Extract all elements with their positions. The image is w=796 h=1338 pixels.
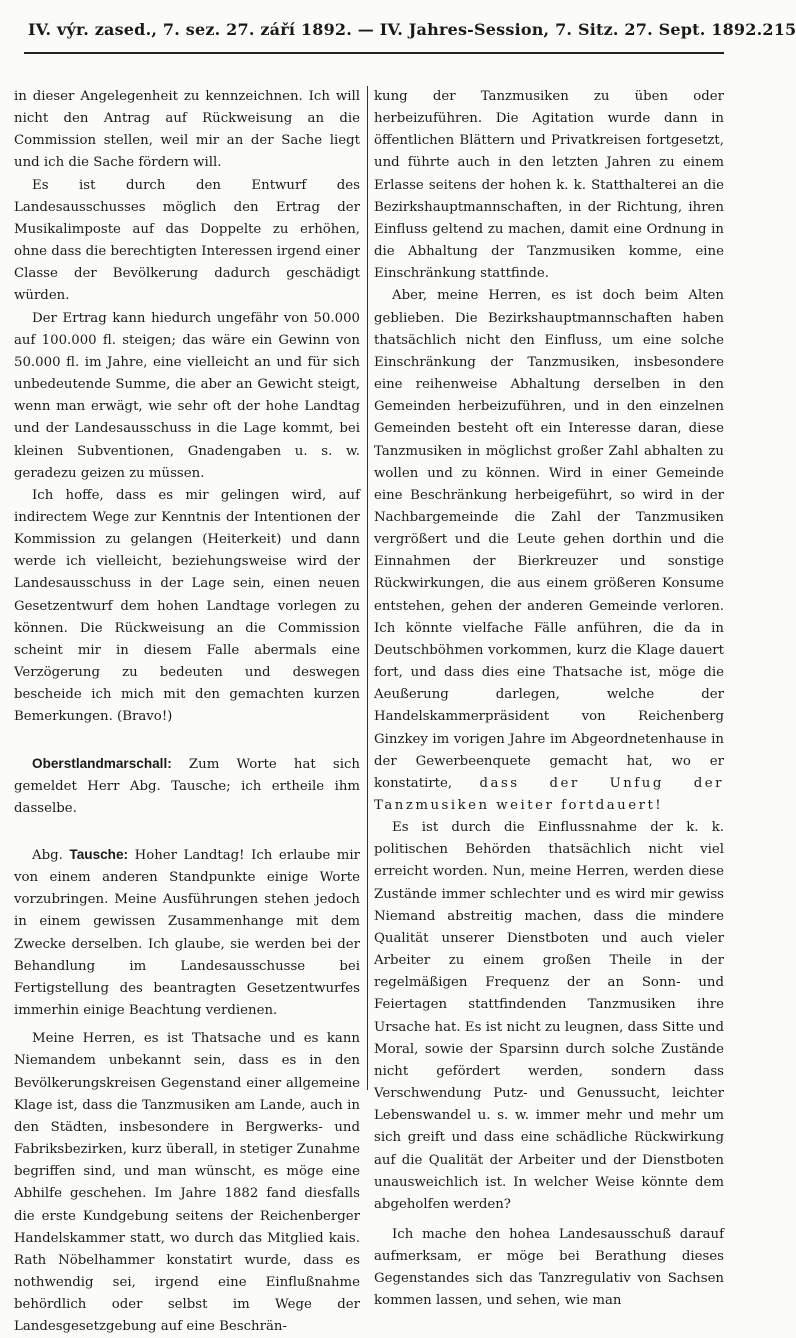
speaker-prefix: Abg. [32,848,63,863]
paragraph: in dieser Angelegenheit zu kennzeichnen. Ich will nicht den Antrag auf Rückweisung an die Commission stellen, weil mir an der Sache liegt und ich die Sache fördern will. [14,89,360,171]
paragraph [374,285,724,817]
speech-text: Hoher Landtag! Ich erlaube mir von einem anderen Standpunkte einige Worte vorzubringen. Meine Ausführungen stehen jedoch in einem gewissen Zusammenhange mit dem Zwecke derselben. Ich glaube, sie werden bei der Behandlung im Landesausschusse bei Fertigstellung des beantragten Gesetzentwurfes immerhin einige Beachtung verdienen. [14,848,360,1019]
emphasized-text: dass der Unfug der Tanzmusiken weiter fortdauert! [374,775,724,813]
paragraph: Es ist durch den Entwurf des Landesausschusses möglich den Ertrag der Musikalimposte auf das Doppelte zu erhöhen, ohne dass die berechtigten Interessen irgend einer Classe der Bevölkerung dadurch geschädigt würden. [14,177,360,304]
speaker-paragraph [14,753,360,820]
speaker-name: Oberstlandmarschall: [32,755,172,771]
column-divider [367,86,368,1090]
paragraph: Es ist durch die Einflussnahme der k. k. politischen Behörden thatsächlich nicht viel erreicht worden. Nun, meine Herren, werden diese Zustände immer schlechter und es wird mir gewiss Niemand abstreitig machen, dass die mindere Qualität unserer Dienstboten und auch vieler Arbeiter zu einem großen Theile in der regelmäßigen Frequenz der an Sonn- und Feiertagen stattfindenden Tanzmusiken ihre Ursache hat. Es ist nicht zu leugnen, dass Sitte und Moral, sowie der Sparsinn durch solche Zustände nicht gefördert werden, sondern dass Verschwendung Putz- und Genussucht, leichter Lebenswandel u. s. w. immer mehr und mehr um sich greift und dass eine schädliche Rückwirkung auf die Qualität der Arbeiter und der Dienstboten unausweichlich ist. In welcher Weise könnte dem abgeholfen werden? [374,820,724,1212]
right-column [374,86,724,1313]
paragraph: Der Ertrag kann hiedurch ungefähr von 50.000 auf 100.000 fl. steigen; das wäre ein Gewinn von 50.000 fl. im Jahre, eine vielleicht an und für sich unbedeutende Summe, die aber an Gewicht steigt, wenn man erwägt, wie sehr oft der hohe Landtag und der Landesausschuss in die Lage kommt, bei kleinen Subventionen, Gnadengaben u. s. w. geradezu geizen zu müssen. [14,310,360,481]
page-header [28,20,796,46]
paragraph-text: Aber, meine Herren, es ist doch beim Alten geblieben. Die Bezirkshauptmannschaften haben thatsächlich nicht den Einfluss, um eine solche Einschränkung der Tanzmusiken, insbesondere eine reihenweise Abhaltung derselben in den Gemeinden herbeizuführen, und in den einzelnen Gemeinden besteht oft ein Interesse daran, diese Tanzmusiken in möglichst großer Zahl abhalten zu wollen und zu können. Wird in einer Gemeinde eine Beschränkung herbeigeführt, so wird in der Nachbargemeinde die Zahl der Tanzmusiken vergrößert und die Leute gehen dorthin und die Einnahmen der Bierkreuzer und sonstige Rückwirkungen, die aus einem größeren Konsume entstehen, gehen der anderen Gemeinde verloren. Ich könnte vielfache Fälle anführen, die da in Deutschböhmen vorkommen, kurz die Klage dauert fort, und dass dies eine Thatsache ist, möge die Aeußerung darlegen, welche der Handelskammerpräsident von Reichenberg Ginzkey im vorigen Jahre im Abgeordnetenhause in der Gewerbeenquete gemacht hat, wo er konstatirte, [374,288,724,791]
speaker-name: Tausche: [69,847,129,862]
header-rule [24,52,724,54]
paragraph: Ich mache den hohea Landesausschuß darauf aufmerksam, er möge bei Berathung dieses Gegenstandes sich das Tanzregulativ von Sachsen kommen lassen, und sehen, wie man [374,1226,724,1309]
paragraph: kung der Tanzmusiken zu üben oder herbeizuführen. Die Agitation wurde dann in öffentlichen Blättern und Privatkreisen fortgesetzt, und führte auch in den letzten Jahren zu einem Erlasse seitens der hohen k. k. Statthalterei an die Bezirkshauptmannschaften, in der Richtung, ihren Einfluss geltend zu machen, damit eine Ordnung in die Abhaltung der Tanzmusiken komme, eine Einschränkung stattfinde. [374,89,724,282]
section-gap [14,729,360,753]
left-column [14,86,360,1338]
speaker-paragraph [14,844,360,1022]
section-gap [14,820,360,844]
page-number: 215 [762,20,796,39]
paragraph: Meine Herren, es ist Thatsache und es kann Niemandem unbekannt sein, dass es in den Bevölkerungskreisen Gegenstand einer allgemeine Klage ist, dass die Tanzmusiken am Lande, auch in den Städten, insbesondere in Bergwerks- und Fabriksbezirken, kurz überall, in stetiger Zunahme begriffen sind, und man wünscht, es möge eine Abhilfe geschehen. Im Jahre 1882 fand diesfalls die erste Kundgebung seitens der Reichenberger Handelskammer statt, wo durch das Mitglied kais. Rath Nöbelhammer konstatirt wurde, dass es nothwendig sei, irgend eine Einflußnahme behördlich oder selbst im Wege der Landesgesetzgebung auf eine Beschrän- [14,1031,360,1335]
paragraph: Ich hoffe, dass es mir gelingen wird, auf indirectem Wege zur Kenntnis der Intentionen der Kommission zu gelangen (Heiterkeit) und dann werde ich vielleicht, beziehungsweise wird der Landesausschuss in der Lage sein, einen neuen Gesetzentwurf dem hohen Landtage vorlegen zu können. Die Rückweisung an die Commission scheint mir in diesem Falle abermals eine Verzögerung zu bedeuten und deswegen bescheide ich mich mit den gemachten kurzen Bemerkungen. (Bravo!) [14,487,360,725]
running-header: IV. výr. zased., 7. sez. 27. září 1892. — IV. Jahres-Session, 7. Sitz. 27. Sept. 1892. [28,20,763,39]
speech-text: Zum Worte hat sich gemeldet Herr Abg. Tausche; ich ertheile ihm dasselbe. [14,756,360,816]
